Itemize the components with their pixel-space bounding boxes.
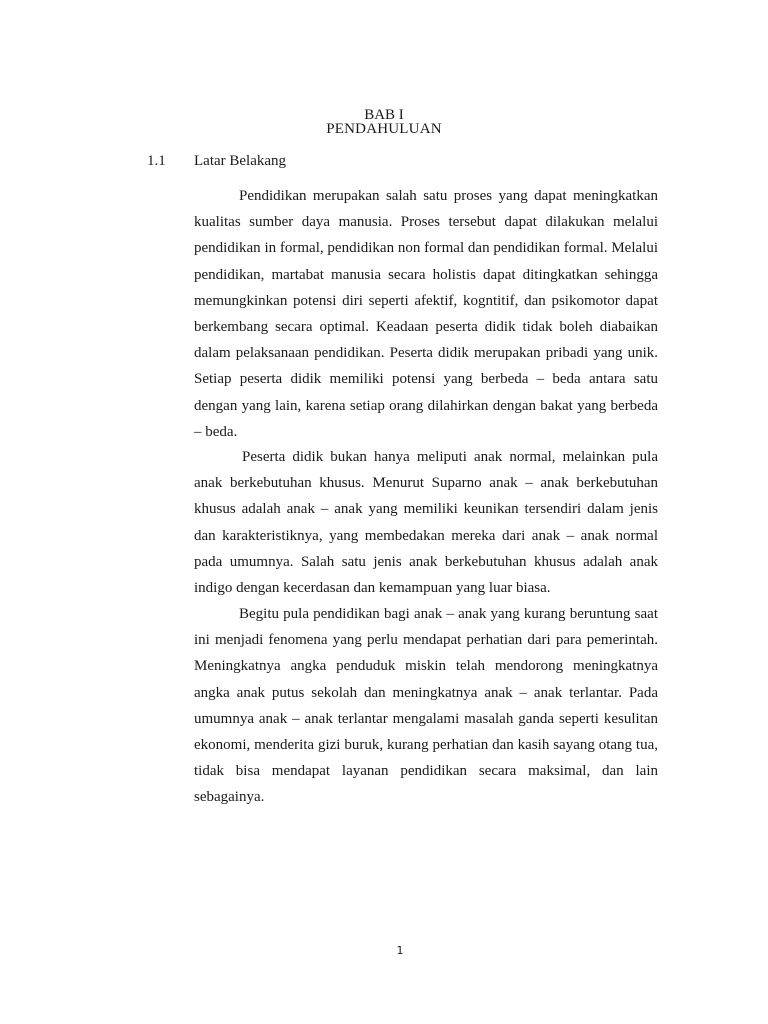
paragraph-1: Pendidikan merupakan salah satu proses yang dapat meningkatkan kualitas sumber daya manusia. Proses tersebut dapat dilakukan melalui pendidikan in formal, pendidikan non formal dan pendidikan formal. Melalui pendidikan, martabat manusia secara holistis dapat ditingkatkan sehingga memungkinkan potensi diri seperti afektif, kogntitif, dan psikomotor dapat berkembang secara optimal. Keadaan peserta didik tidak boleh diabaikan dalam pelaksanaan pendidikan. Peserta didik merupakan pribadi yang unik. Setiap peserta didik memiliki potensi yang berbeda – beda antara satu dengan yang lain, karena setiap orang dilahirkan dengan bakat yang berbeda – beda. xyxy=(194,188,658,440)
section-number: 1.1 xyxy=(147,153,166,169)
paragraph-2: Peserta didik bukan hanya meliputi anak normal, melainkan pula anak berkebutuhan khusus. Menurut Suparno anak – anak berkebutuhan khusus adalah anak – anak yang memiliki keunikan tersendiri dalam jenis dan karakteristiknya, yang membedakan mereka dari anak – anak normal pada umumnya. Salah satu jenis anak berkebutuhan khusus adalah anak indigo dengan kecerdasan dan kemampuan yang luar biasa. xyxy=(194,449,658,597)
section-heading xyxy=(147,152,286,170)
section-title: Latar Belakang xyxy=(194,153,287,169)
chapter-number: BAB I xyxy=(364,107,404,123)
paragraph-3: Begitu pula pendidikan bagi anak – anak yang kurang beruntung saat ini menjadi fenomena yang perlu mendapat perhatian dari para pemerintah. Meningkatnya angka penduduk miskin telah mendorong meningkatnya angka anak putus sekolah dan meningkatnya anak – anak terlantar. Pada umumnya anak – anak terlantar mengalami masalah ganda seperti kesulitan ekonomi, menderita gizi buruk, kurang perhatian dan kasih sayang otang tua, tidak bisa mendapat layanan pendidikan secara maksimal, dan lain sebagainya. xyxy=(194,606,658,806)
chapter-title: PENDAHULUAN xyxy=(326,121,442,137)
page-number: 1 xyxy=(396,944,404,957)
